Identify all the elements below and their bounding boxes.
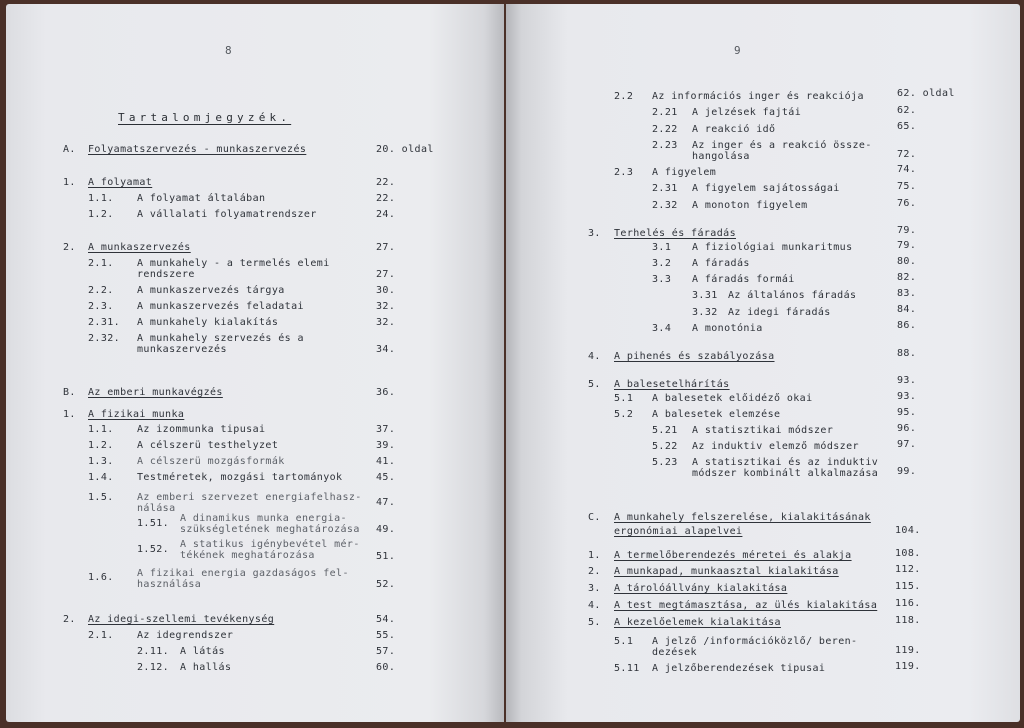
toc-page: 76. [897, 198, 917, 209]
toc-page: 95. [897, 407, 917, 418]
toc-num: C. [588, 512, 601, 523]
toc-entry-cont: rendszere [137, 269, 195, 280]
toc-entry-cont: munkaszervezés [137, 344, 227, 355]
toc-page: 39. [376, 440, 396, 451]
toc-num: 2.1. [88, 258, 114, 269]
toc-heading: A termelőberendezés méretei és alakja [614, 550, 852, 561]
toc-heading: Az idegi-szellemi tevékenység [88, 614, 275, 625]
toc-num: 5.1 [614, 393, 634, 404]
toc-num: 3.3 [652, 274, 672, 285]
toc-page: 75. [897, 181, 917, 192]
toc-page: 34. [376, 344, 396, 355]
toc-page: 86. [897, 320, 917, 331]
toc-entry: A statikus igénybevétel mér- [180, 539, 360, 550]
toc-page: 108. [895, 548, 921, 559]
toc-entry: A munkaszervezés tárgya [137, 285, 285, 296]
toc-entry: A figyelem [652, 167, 717, 178]
toc-num: 2.31. [88, 317, 121, 328]
toc-page: 37. [376, 424, 396, 435]
toc-page: 96. [897, 423, 917, 434]
toc-num: 4. [588, 600, 601, 611]
toc-page: 22. [376, 193, 396, 204]
toc-num: 3.32 [692, 307, 718, 318]
toc-page: 45. [376, 472, 396, 483]
toc-num: 2.2 [614, 91, 634, 102]
toc-entry: A statisztikai módszer [692, 425, 834, 436]
toc-page: 88. [897, 348, 917, 359]
toc-num: 1.2. [88, 209, 114, 220]
toc-page: 83. [897, 288, 917, 299]
toc-num: 5. [588, 379, 601, 390]
toc-entry: A munkaszervezés feladatai [137, 301, 304, 312]
toc-heading: A test megtámasztása, az ülés kialakitása [614, 600, 878, 611]
toc-num: 3. [588, 583, 601, 594]
toc-heading: A folyamat [88, 177, 153, 188]
toc-page: 97. [897, 439, 917, 450]
toc-heading: A munkapad, munkaasztal kialakitása [614, 566, 839, 577]
toc-entry-cont: használása [137, 579, 202, 590]
toc-page: 30. [376, 285, 396, 296]
toc-page: 60. [376, 662, 396, 673]
toc-page: 74. [897, 164, 917, 175]
toc-num: 2. [63, 242, 76, 253]
toc-entry: A jelzőberendezések tipusai [652, 663, 826, 674]
toc-num: 3.4 [652, 323, 672, 334]
toc-entry: A balesetek elemzése [652, 409, 781, 420]
toc-num: 1.51. [137, 518, 170, 529]
toc-entry: Az idegrendszer [137, 630, 234, 641]
toc-num: 2.1. [88, 630, 114, 641]
toc-page: 27. [376, 242, 396, 253]
toc-page: 20. oldal [376, 144, 434, 155]
toc-num: 2. [588, 566, 601, 577]
toc-page: 22. [376, 177, 396, 188]
toc-num: 1.4. [88, 472, 114, 483]
toc-heading: A munkaszervezés [88, 242, 191, 253]
toc-page: 104. [895, 525, 921, 536]
toc-heading: A balesetelhárítás [614, 379, 730, 390]
toc-entry: Az inger és a reakció össze- [692, 140, 872, 151]
toc-page: 55. [376, 630, 396, 641]
toc-num: 5.21 [652, 425, 678, 436]
toc-heading: A pihenés és szabályozása [614, 351, 775, 362]
toc-num: 2.22 [652, 124, 678, 135]
toc-page: 79. [897, 225, 917, 236]
toc-page: 52. [376, 579, 396, 590]
toc-entry-cont: szükségletének meghatározása [180, 524, 360, 535]
toc-entry: A fáradás [692, 258, 750, 269]
toc-num: 4. [588, 351, 601, 362]
toc-num: 5.1 [614, 636, 634, 647]
toc-heading: A munkahely felszerelése, kialakitásának [614, 512, 871, 523]
toc-num: 1.6. [88, 572, 114, 583]
toc-num: 1.2. [88, 440, 114, 451]
toc-num: 2.11. [137, 646, 170, 657]
toc-num: 2. [63, 614, 76, 625]
toc-page: 24. [376, 209, 396, 220]
toc-num: B. [63, 387, 76, 398]
toc-entry: Az információs inger és reakciója [652, 91, 864, 102]
toc-page: 62. oldal [897, 88, 955, 99]
toc-entry: A vállalati folyamatrendszer [137, 209, 317, 220]
toc-entry: A monotónia [692, 323, 763, 334]
toc-entry: A fáradás formái [692, 274, 795, 285]
toc-num: 1. [63, 177, 76, 188]
toc-entry: Testméretek, mozgási tartományok [137, 472, 343, 483]
toc-entry: A statisztikai és az induktiv [692, 457, 879, 468]
toc-entry: A figyelem sajátosságai [692, 183, 840, 194]
page-number-right: 9 [734, 44, 741, 57]
toc-entry: A látás [180, 646, 225, 657]
toc-page: 82. [897, 272, 917, 283]
toc-heading-cont: ergonómiai alapelvei [614, 526, 743, 537]
toc-num: 1.1. [88, 424, 114, 435]
toc-num: 1. [63, 409, 76, 420]
right-page [506, 4, 1020, 722]
toc-page: 41. [376, 456, 396, 467]
toc-entry: Az emberi szervezet energiafelhasz- [137, 492, 362, 503]
toc-num: 1. [588, 550, 601, 561]
toc-page: 118. [895, 615, 921, 626]
toc-page: 119. [895, 645, 921, 656]
toc-page: 99. [897, 466, 917, 477]
toc-entry: A reakció idő [692, 124, 776, 135]
toc-num: 3. [588, 228, 601, 239]
toc-num: 5.22 [652, 441, 678, 452]
toc-page: 93. [897, 375, 917, 386]
toc-num: 2.3 [614, 167, 634, 178]
toc-entry-cont: dezések [652, 647, 697, 658]
toc-entry: A jelzések fajtái [692, 107, 802, 118]
toc-page: 65. [897, 121, 917, 132]
toc-num: 5.23 [652, 457, 678, 468]
toc-page: 49. [376, 524, 396, 535]
toc-page: 84. [897, 304, 917, 315]
toc-num: 5.11 [614, 663, 640, 674]
toc-num: 2.12. [137, 662, 170, 673]
toc-num: 2.31 [652, 183, 678, 194]
toc-num: 3.31 [692, 290, 718, 301]
toc-page: 80. [897, 256, 917, 267]
toc-num: 1.52. [137, 544, 170, 555]
toc-num: 5.2 [614, 409, 634, 420]
toc-page: 36. [376, 387, 396, 398]
page-number-left: 8 [225, 44, 232, 57]
toc-page: 112. [895, 564, 921, 575]
toc-heading: Terhelés és fáradás [614, 228, 736, 239]
toc-entry-cont: módszer kombinált alkalmazása [692, 468, 879, 479]
toc-heading: A kezelőelemek kialakitása [614, 617, 781, 628]
toc-page: 32. [376, 301, 396, 312]
toc-page: 62. [897, 105, 917, 116]
toc-entry: A jelző /információközlő/ beren- [652, 636, 858, 647]
toc-entry: A balesetek előidéző okai [652, 393, 813, 404]
toc-entry: Az izommunka tipusai [137, 424, 266, 435]
toc-page: 72. [897, 149, 917, 160]
toc-heading: Az emberi munkavégzés [88, 387, 223, 398]
toc-entry: A monoton figyelem [692, 200, 808, 211]
toc-entry: A fizikai energia gazdaságos fel- [137, 568, 349, 579]
toc-num: 2.3. [88, 301, 114, 312]
toc-page: 79. [897, 240, 917, 251]
toc-num: 2.23 [652, 140, 678, 151]
toc-entry: Az általános fáradás [728, 290, 857, 301]
toc-page: 51. [376, 551, 396, 562]
toc-entry-cont: tékének meghatározása [180, 550, 315, 561]
toc-heading: Folyamatszervezés - munkaszervezés [88, 144, 307, 155]
toc-page: 115. [895, 581, 921, 592]
toc-entry: A célszerü testhelyzet [137, 440, 279, 451]
toc-entry: A folyamat általában [137, 193, 266, 204]
toc-num: A. [63, 144, 76, 155]
toc-page: 47. [376, 497, 396, 508]
toc-entry: A hallás [180, 662, 232, 673]
toc-page: 54. [376, 614, 396, 625]
toc-num: 3.2 [652, 258, 672, 269]
toc-entry: Az induktiv elemző módszer [692, 441, 859, 452]
left-page [6, 4, 504, 722]
toc-entry-cont: nálása [137, 503, 176, 514]
toc-num: 2.21 [652, 107, 678, 118]
toc-heading: A tárolóállvány kialakitása [614, 583, 788, 594]
toc-entry: Az idegi fáradás [728, 307, 831, 318]
toc-title: Tartalomjegyzék. [118, 111, 292, 124]
toc-num: 2.32 [652, 200, 678, 211]
toc-entry: A munkahely szervezés és a [137, 333, 304, 344]
toc-entry: A fiziológiai munkaritmus [692, 242, 853, 253]
toc-page: 116. [895, 598, 921, 609]
toc-num: 2.2. [88, 285, 114, 296]
toc-page: 93. [897, 391, 917, 402]
toc-num: 1.5. [88, 492, 114, 503]
toc-num: 3.1 [652, 242, 672, 253]
toc-entry: A munkahely - a termelés elemi [137, 258, 330, 269]
toc-num: 2.32. [88, 333, 121, 344]
toc-page: 27. [376, 269, 396, 280]
toc-page: 32. [376, 317, 396, 328]
toc-num: 5. [588, 617, 601, 628]
toc-entry: A munkahely kialakítás [137, 317, 279, 328]
toc-entry: A dinamikus munka energia- [180, 513, 347, 524]
toc-page: 57. [376, 646, 396, 657]
toc-entry: A célszerü mozgásformák [137, 456, 285, 467]
toc-page: 119. [895, 661, 921, 672]
toc-num: 1.1. [88, 193, 114, 204]
toc-entry-cont: hangolása [692, 151, 750, 162]
toc-num: 1.3. [88, 456, 114, 467]
toc-heading: A fizikai munka [88, 409, 185, 420]
